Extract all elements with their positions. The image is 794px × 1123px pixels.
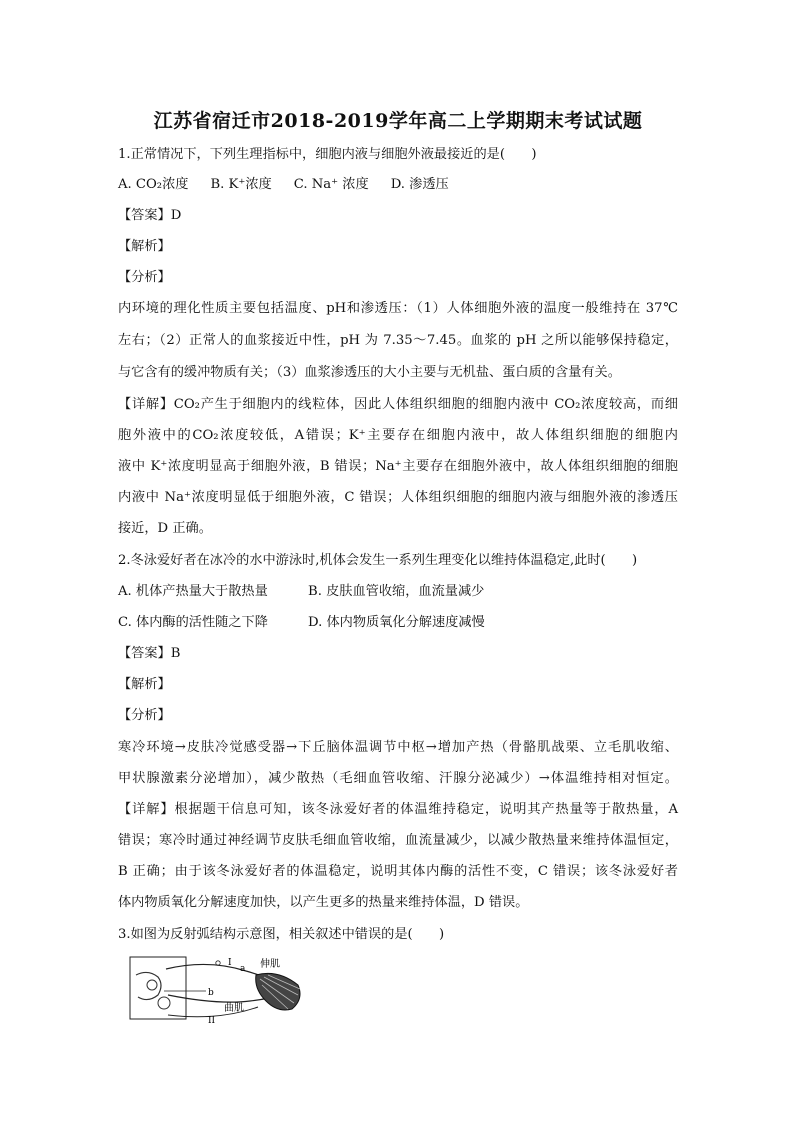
q1-detail-line: 接近，D 正确。 xyxy=(118,521,212,536)
label-II: II xyxy=(208,1016,216,1025)
q2-option-b: B. 皮肤血管收缩，血流量减少 xyxy=(308,584,485,599)
q2-option-c: C. 体内酶的活性随之下降 xyxy=(118,615,268,630)
q1-option-b: B. K⁺浓度 xyxy=(210,177,272,192)
q1-analysis-line: 左右；（2）正常人的血浆接近中性，pH 为 7.35～7.45。血浆的 pH 之所以能够保持稳定， xyxy=(118,333,678,348)
q1-analysis-line: 内环境的理化性质主要包括温度、pH和渗透压：（1）人体细胞外液的温度一般维持在 37℃ xyxy=(118,301,678,316)
q2-options-row2 xyxy=(118,613,507,633)
label-flexor: 曲肌 xyxy=(224,1003,244,1014)
q1-answer: 【答案】D xyxy=(118,208,182,223)
page-title: 江苏省宿迁市2018-2019学年高二上学期期末考试试题 xyxy=(153,110,643,132)
q2-analysis-line: 寒冷环境→皮肤冷觉感受器→下丘脑体温调节中枢→增加产热（骨骼肌战栗、立毛肌收缩、 xyxy=(118,740,678,755)
q1-jiexi: 【解析】 xyxy=(118,239,171,254)
reflex-arc-figure xyxy=(128,955,308,1025)
q1-stem: 1.正常情况下，下列生理指标中，细胞内液与细胞外液最接近的是( ) xyxy=(118,147,537,162)
q2-detail-line: 错误；寒冷时通过神经调节皮肤毛细血管收缩，血流量减少，以减少散热量来维持体温恒定， xyxy=(118,833,678,848)
q2-stem: 2.冬泳爱好者在冰冷的水中游泳时,机体会发生一系列生理变化以维持体温稳定,此时( ) xyxy=(118,553,638,568)
q2-detail-line: 【详解】根据题干信息可知，该冬泳爱好者的体温维持稳定，说明其产热量等于散热量，A xyxy=(118,802,678,817)
central-canal xyxy=(147,980,157,990)
q2-option-a: A. 机体产热量大于散热量 xyxy=(118,584,268,599)
q1-option-d: D. 渗透压 xyxy=(390,177,449,192)
q2-detail-line: B 正确；由于该冬泳爱好者的体温稳定，说明其体内酶的活性不变，C 错误；该冬泳爱好者 xyxy=(118,864,678,879)
q2-detail-line: 体内物质氧化分解速度加快，以产生更多的热量来维持体温，D 错误。 xyxy=(118,895,529,910)
label-a: a xyxy=(240,964,246,974)
q1-detail-line: 【详解】CO₂产生于细胞内的线粒体，因此人体组织细胞的细胞内液中 CO₂浓度较高，而细 xyxy=(118,397,678,412)
q1-fenxi: 【分析】 xyxy=(118,270,171,285)
q2-jiexi: 【解析】 xyxy=(118,677,171,692)
q1-detail-line: 液中 K⁺浓度明显高于细胞外液，B 错误；Na⁺主要存在细胞外液中，故人体组织细胞的细胞 xyxy=(118,459,678,474)
q2-options-row1 xyxy=(118,582,506,602)
q2-option-d: D. 体内物质氧化分解速度减慢 xyxy=(308,615,485,630)
q1-detail-line: 胞外液中的CO₂浓度较低，A错误；K⁺主要存在细胞内液中，故人体组织细胞的细胞内 xyxy=(118,428,678,443)
q1-option-a: A. CO₂浓度 xyxy=(118,177,189,192)
label-I: I xyxy=(228,958,232,968)
electrode xyxy=(216,961,220,965)
q2-fenxi: 【分析】 xyxy=(118,708,171,723)
q1-detail-line: 内液中 Na⁺浓度明显低于细胞外液，C 错误；人体组织细胞的细胞内液与细胞外液的渗透压 xyxy=(118,490,678,505)
q1-options xyxy=(118,175,471,195)
q3-stem: 3.如图为反射弧结构示意图，相关叙述中错误的是( ) xyxy=(118,927,445,942)
q1-option-c: C. Na⁺ 浓度 xyxy=(293,177,369,192)
q2-answer: 【答案】B xyxy=(118,646,181,661)
label-b: b xyxy=(208,988,214,998)
q1-analysis-line: 与它含有的缓冲物质有关；（3）血浆渗透压的大小主要与无机盐、蛋白质的含量有关。 xyxy=(118,365,621,380)
label-extensor: 伸肌 xyxy=(260,959,280,970)
ganglion xyxy=(158,997,170,1009)
q2-analysis-line: 甲状腺激素分泌增加），减少散热（毛细血管收缩、汗腺分泌减少）→体温维持相对恒定。 xyxy=(118,771,678,786)
